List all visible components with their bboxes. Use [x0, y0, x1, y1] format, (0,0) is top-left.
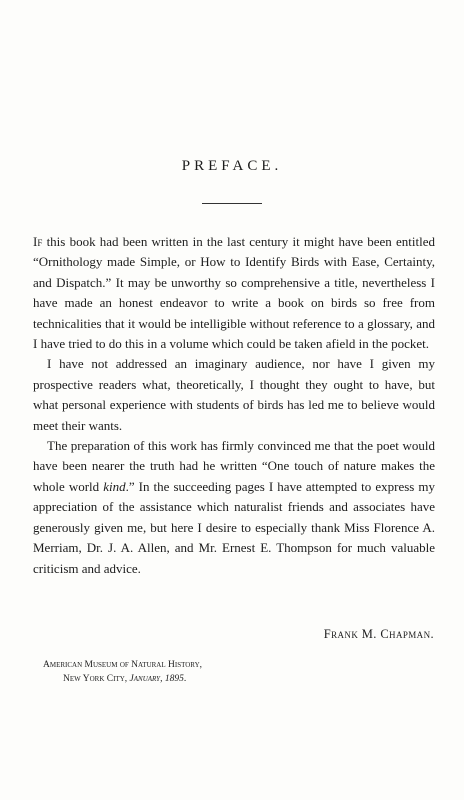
- place-line-1: American Museum of Natural History,: [43, 660, 203, 670]
- place-city: New York City,: [63, 674, 130, 684]
- place-and-date: [43, 658, 202, 686]
- paragraph-1-text: this book had been written in the last century it might have been entitled “Ornithology made Simple, or How to Identify Birds with Ease, Certainty, and Dispatch.” It may be unworthy so comprehensive a title, nevertheless I have made an honest endeavor to write a book on birds so free from technicalities that it would be intelligible without reference to a glossary, and I have tried to do this in a volume which could be taken afield in the pocket.: [33, 234, 435, 352]
- author-signature: Frank M. Chapman.: [323, 627, 434, 641]
- place-date: January, 1895: [129, 674, 184, 684]
- paragraph-3: [33, 436, 435, 579]
- place-line-2: [43, 672, 202, 686]
- preface-body: [33, 232, 435, 579]
- paragraph-2: I have not addressed an imaginary audience, nor have I given my prospective readers what, theoretically, I thought they ought to have, but what personal experience with students of birds has led me to believe would meet their wants.: [33, 356, 435, 433]
- paragraph-3-emphasis: kind: [103, 478, 126, 494]
- paragraph-1-lead: If: [33, 234, 43, 249]
- title-divider: [202, 203, 262, 204]
- page-title: PREFACE.: [181, 158, 283, 174]
- place-suffix: .: [183, 674, 187, 684]
- paragraph-1: [33, 232, 435, 354]
- paragraph-3-text-before: The preparation of this work has firmly convinced me that the poet would have been nearer the truth had he written “One touch of nature makes the whole world: [33, 438, 435, 494]
- paragraph-3-text-after: .” In the succeeding pages I have attempted to express my appreciation of the assistance which naturalist friends and associates have generously given me, but here I desire to especially thank Miss Florence A. Merriam, Dr. J. A. Allen, and Mr. Ernest E. Thompson for much valuable criticism and advice.: [33, 478, 435, 576]
